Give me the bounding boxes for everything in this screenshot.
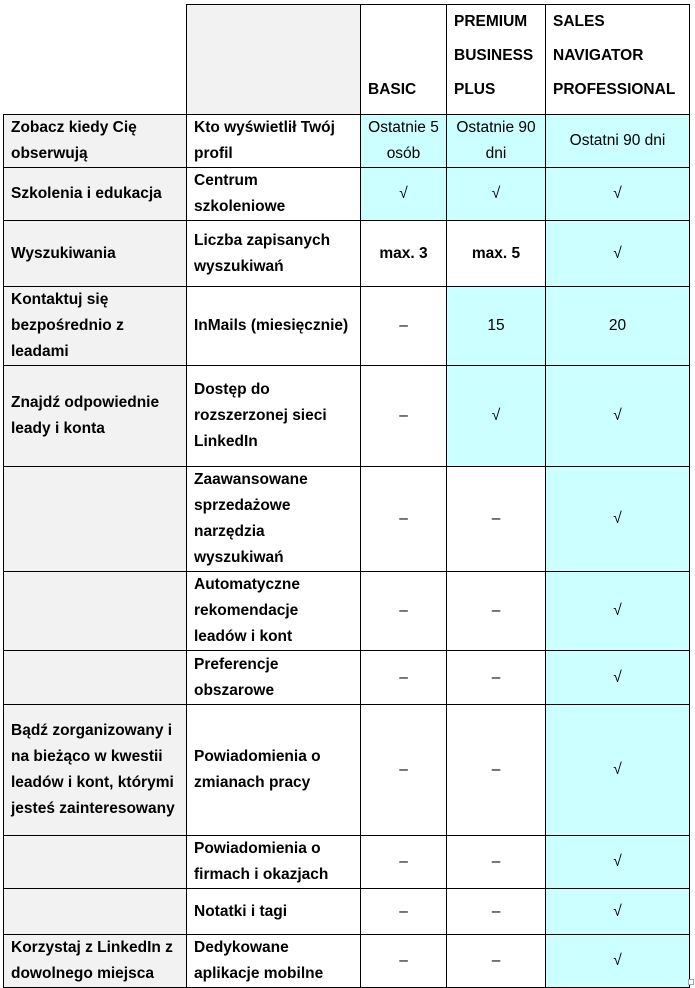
category-cell [4,651,187,705]
basic-value-cell: – [361,366,447,467]
resize-handle-icon[interactable] [688,979,694,985]
premium-value-cell: √ [447,168,546,221]
category-cell: Szkolenia i edukacja [4,168,187,221]
premium-value-cell: – [447,651,546,705]
basic-value-cell: – [361,935,447,988]
basic-value-cell: max. 3 [361,221,447,287]
basic-value-cell: – [361,705,447,836]
sales-value-cell: √ [546,366,690,467]
table-row [4,115,690,168]
premium-value-cell: – [447,705,546,836]
table-row [4,221,690,287]
basic-value-cell: – [361,889,447,935]
premium-value-cell: √ [447,366,546,467]
premium-value-cell: – [447,935,546,988]
sales-value-cell: √ [546,651,690,705]
feature-cell: InMails (miesięcznie) [187,287,361,366]
table-row [4,572,690,651]
pricing-comparison-table [3,4,690,988]
premium-value-cell: max. 5 [447,221,546,287]
basic-value-cell: – [361,287,447,366]
feature-header-blank-cell [187,5,361,115]
header-row [4,5,690,115]
sales-value-cell: √ [546,221,690,287]
sales-value-cell: 20 [546,287,690,366]
premium-value-cell: – [447,572,546,651]
feature-cell: Notatki i tagi [187,889,361,935]
premium-value-cell: 15 [447,287,546,366]
feature-cell: Automatyczne rekomendacje leadów i kont [187,572,361,651]
category-cell: Bądź zorganizowany i na bieżąco w kwestii leadów i kont, którymi jesteś zainteresowany [4,705,187,836]
sales-value-cell: √ [546,705,690,836]
basic-value-cell: – [361,836,447,889]
premium-value-cell: – [447,467,546,572]
sales-value-cell: √ [546,467,690,572]
feature-cell: Dostęp do rozszerzonej sieci LinkedIn [187,366,361,467]
category-cell: Zobacz kiedy Cię obserwują [4,115,187,168]
feature-cell: Liczba zapisanych wyszukiwań [187,221,361,287]
table-row [4,168,690,221]
feature-cell: Powiadomienia o firmach i okazjach [187,836,361,889]
basic-value-cell: √ [361,168,447,221]
plan-header-basic: BASIC [361,5,447,115]
category-cell: Kontaktuj się bezpośrednio z leadami [4,287,187,366]
premium-value-cell: – [447,889,546,935]
basic-value-cell: – [361,572,447,651]
feature-cell: Zaawansowane sprzedażowe narzędzia wyszukiwań [187,467,361,572]
category-cell: Wyszukiwania [4,221,187,287]
category-cell [4,572,187,651]
basic-value-cell: Ostatnie 5 osób [361,115,447,168]
category-cell: Znajdź odpowiednie leady i konta [4,366,187,467]
plan-header-sales-navigator: SALES NAVIGATOR PROFESSIONAL [546,5,690,115]
table-row [4,366,690,467]
table-row [4,705,690,836]
category-cell [4,889,187,935]
table-row [4,651,690,705]
table-row [4,467,690,572]
category-cell [4,836,187,889]
feature-cell: Preferencje obszarowe [187,651,361,705]
feature-cell: Kto wyświetlił Twój profil [187,115,361,168]
category-cell [4,467,187,572]
category-cell: Korzystaj z LinkedIn z dowolnego miejsca [4,935,187,988]
table-row [4,889,690,935]
feature-cell: Dedykowane aplikacje mobilne [187,935,361,988]
table-row [4,935,690,988]
sales-value-cell: √ [546,168,690,221]
sales-value-cell: √ [546,836,690,889]
feature-cell: Powiadomienia o zmianach pracy [187,705,361,836]
premium-value-cell: – [447,836,546,889]
table-row [4,836,690,889]
sales-value-cell: √ [546,935,690,988]
basic-value-cell: – [361,651,447,705]
sales-value-cell: √ [546,572,690,651]
premium-value-cell: Ostatnie 90 dni [447,115,546,168]
sales-value-cell: √ [546,889,690,935]
table-row [4,287,690,366]
sales-value-cell: Ostatni 90 dni [546,115,690,168]
feature-cell: Centrum szkoleniowe [187,168,361,221]
basic-value-cell: – [361,467,447,572]
plan-header-premium: PREMIUM BUSINESS PLUS [447,5,546,115]
corner-blank-cell [4,5,187,115]
